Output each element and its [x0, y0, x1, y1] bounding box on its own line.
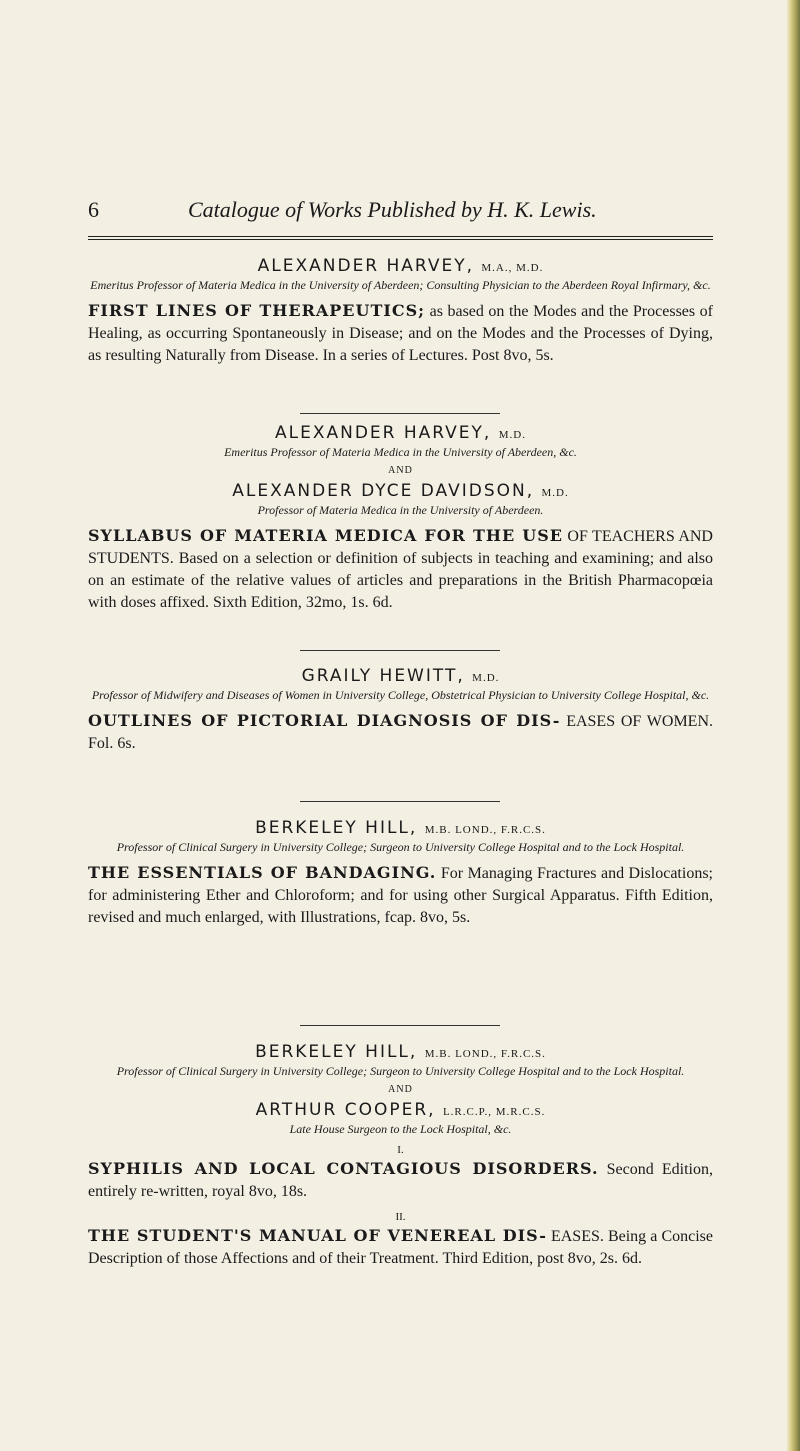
entry-description: [88, 1225, 713, 1270]
coauthor-name: ARTHUR COOPER,: [255, 1100, 436, 1120]
and-conjunction: AND: [388, 1084, 413, 1095]
author-name: BERKELEY HILL,: [255, 1042, 418, 1062]
coauthor-affiliation: Professor of Materia Medica in the University of Aberdeen.: [257, 503, 544, 517]
page-header: [88, 197, 713, 227]
coauthor-degrees: M.D.: [541, 487, 569, 499]
author-degrees: M.B. LOND., F.R.C.S.: [424, 824, 546, 836]
section-divider: [300, 413, 500, 414]
coauthor-heading: [88, 1100, 713, 1120]
catalogue-entry-harvey-davidson-syllabus: [88, 423, 713, 614]
coauthor-degrees: L.R.C.P., M.R.C.S.: [442, 1106, 546, 1118]
entry-description: [88, 1158, 713, 1203]
coauthor-name: ALEXANDER DYCE DAVIDSON,: [232, 481, 535, 501]
catalogue-entry-hill-cooper: [88, 1042, 713, 1270]
author-heading: [88, 423, 713, 443]
work-description: Second Edition, entirely re-written, royal 8vo, 18s.: [88, 1161, 713, 1200]
entry-description: [88, 862, 713, 929]
header-rule-secondary: [88, 239, 713, 240]
author-name: GRAILY HEWITT,: [301, 666, 465, 686]
entry-description: [88, 525, 713, 614]
author-degrees: M.D.: [472, 672, 500, 684]
work-title: SYLLABUS OF MATERIA MEDICA FOR THE USE: [88, 526, 563, 545]
work-numeral: II.: [395, 1211, 406, 1223]
work-title: FIRST LINES OF THERAPEUTICS;: [88, 301, 426, 320]
author-heading: [88, 818, 713, 838]
author-name: BERKELEY HILL,: [255, 818, 418, 838]
work-title: THE STUDENT'S MANUAL OF VENEREAL DIS-: [88, 1226, 547, 1245]
author-affiliation: Emeritus Professor of Materia Medica in the University of Aberdeen, &c.: [224, 445, 577, 459]
catalogue-entry-harvey-therapeutics: [88, 256, 713, 367]
work-title: SYPHILIS AND LOCAL CONTAGIOUS DISORDERS.: [88, 1159, 599, 1178]
author-degrees: M.D.: [498, 429, 526, 441]
author-affiliation: Professor of Midwifery and Diseases of Women in University College, Obstetrical Physician to University College Hospital, &c.: [91, 688, 710, 702]
work-title: THE ESSENTIALS OF BANDAGING.: [88, 863, 437, 882]
work-description: For Managing Fractures and Dislocations; for administering Ether and Chloroform; and for using other Surgical Apparatus. Fifth Edition, revised and much enlarged, with Illustrations, fcap. 8vo, 5s.: [88, 865, 713, 926]
catalogue-entry-hill-bandaging: [88, 818, 713, 929]
work-numeral: I.: [397, 1144, 404, 1156]
author-affiliation: Professor of Clinical Surgery in University College; Surgeon to University College Hospital and to the Lock Hospital.: [116, 1064, 685, 1078]
section-divider: [300, 1025, 500, 1026]
author-heading: [88, 666, 713, 686]
section-divider: [300, 801, 500, 802]
page-number: 6: [88, 197, 99, 222]
section-divider: [300, 650, 500, 651]
author-heading: [88, 256, 713, 276]
coauthor-heading: [88, 481, 713, 501]
coauthor-affiliation: Late House Surgeon to the Lock Hospital, &c.: [289, 1122, 512, 1136]
work-description: EASES. Being a Concise Description of those Affections and of their Treatment. Third Edition, post 8vo, 2s. 6d.: [88, 1228, 714, 1267]
author-degrees: M.A., M.D.: [481, 262, 544, 274]
author-affiliation: Professor of Clinical Surgery in University College; Surgeon to University College Hospital and to the Lock Hospital.: [116, 840, 685, 854]
work-description: EASES OF WOMEN. Fol. 6s.: [88, 713, 713, 752]
work-description: OF TEACHERS AND STUDENTS. Based on a selection or definition of subjects in teaching and examining; and also on an estimate of the relative values of articles and preparations in the British Pharmacopœia with doses affixed. Sixth Edition, 32mo, 1s. 6d.: [88, 528, 713, 611]
work-title: OUTLINES OF PICTORIAL DIAGNOSIS OF DIS-: [88, 711, 561, 730]
header-rule: [88, 236, 713, 237]
page-edge: [786, 0, 800, 1451]
catalogue-entry-hewitt-diagnosis: [88, 666, 713, 755]
and-conjunction: AND: [388, 465, 413, 476]
work-description: as based on the Modes and the Processes of Healing, as occurring Spontaneously in Disease; and on the Modes and the Processes of Dying, as resulting Naturally from Disease. In a series of Lectures. Post 8vo, 5s.: [88, 303, 713, 364]
author-name: ALEXANDER HARVEY,: [257, 256, 474, 276]
author-degrees: M.B. LOND., F.R.C.S.: [424, 1048, 546, 1060]
author-affiliation: Emeritus Professor of Materia Medica in the University of Aberdeen; Consulting Physician to the Aberdeen Royal Infirmary, &c.: [90, 278, 711, 292]
entry-description: [88, 300, 713, 367]
author-heading: [88, 1042, 713, 1062]
entry-description: [88, 710, 713, 755]
author-name: ALEXANDER HARVEY,: [275, 423, 492, 443]
running-title: Catalogue of Works Published by H. K. Lewis.: [188, 197, 597, 222]
